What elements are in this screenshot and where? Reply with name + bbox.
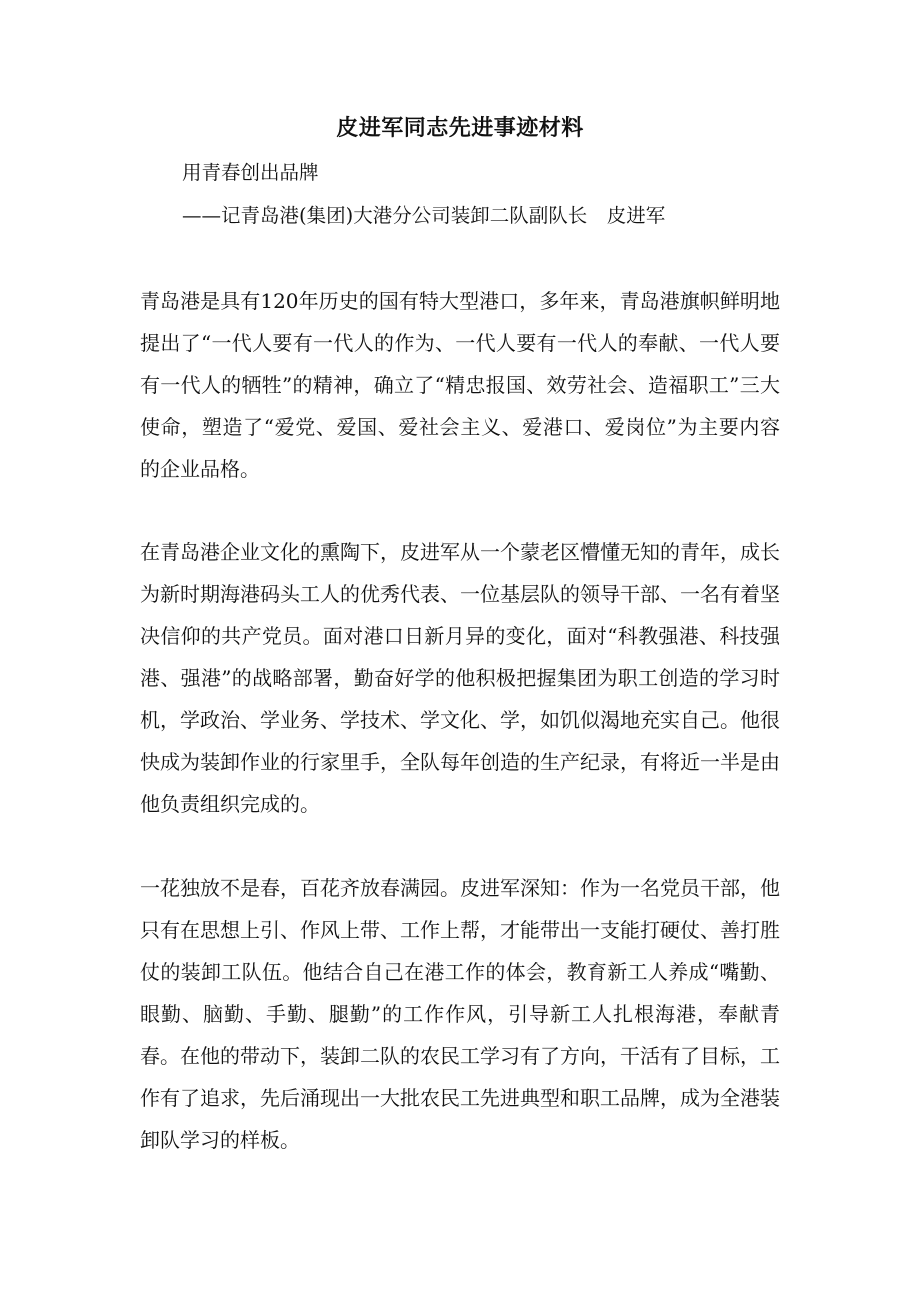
document-subtitle: 用青春创出品牌	[182, 161, 319, 184]
body-paragraph-3: 一花独放不是春，百花齐放春满园。皮进军深知：作为一名党员干部，他只有在思想上引、作风上带、工作上帮，才能带出一支能打硬仗、善打胜仗的装卸工队伍。他结合自己在港工作的体会，教育新工人养成“嘴勤、眼勤、脑勤、手勤、腿勤”的工作作风，引导新工人扎根海港，奉献青春。在他的带动下，装卸二队的农民工学习有了方向，干活有了目标，工作有了追求，先后涌现出一大批农民工先进典型和职工品牌，成为全港装卸队学习的样板。	[140, 876, 780, 1152]
document-byline: ——记青岛港(集团)大港分公司装卸二队副队长 皮进军	[182, 204, 666, 227]
body-paragraph-1: 青岛港是具有120年历史的国有特大型港口，多年来，青岛港旗帜鲜明地提出了“一代人要有一代人的作为、一代人要有一代人的奉献、一代人要有一代人的牺牲”的精神，确立了“精忠报国、效劳社会、造福职工”三大使命，塑造了“爱党、爱国、爱社会主义、爱港口、爱岗位”为主要内容的企业品格。	[140, 289, 780, 481]
document-title: 皮进军同志先进事迹材料	[336, 115, 584, 141]
body-paragraph-2: 在青岛港企业文化的熏陶下，皮进军从一个蒙老区懵懂无知的青年，成长为新时期海港码头工人的优秀代表、一位基层队的领导干部、一名有着坚决信仰的共产党员。面对港口日新月异的变化，面对“科教强港、科技强港、强港”的战略部署，勤奋好学的他积极把握集团为职工创造的学习时机，学政治、学业务、学技术、学文化、学，如饥似渴地充实自己。他很快成为装卸作业的行家里手，全队每年创造的生产纪录，有将近一半是由他负责组织完成的。	[140, 540, 780, 816]
